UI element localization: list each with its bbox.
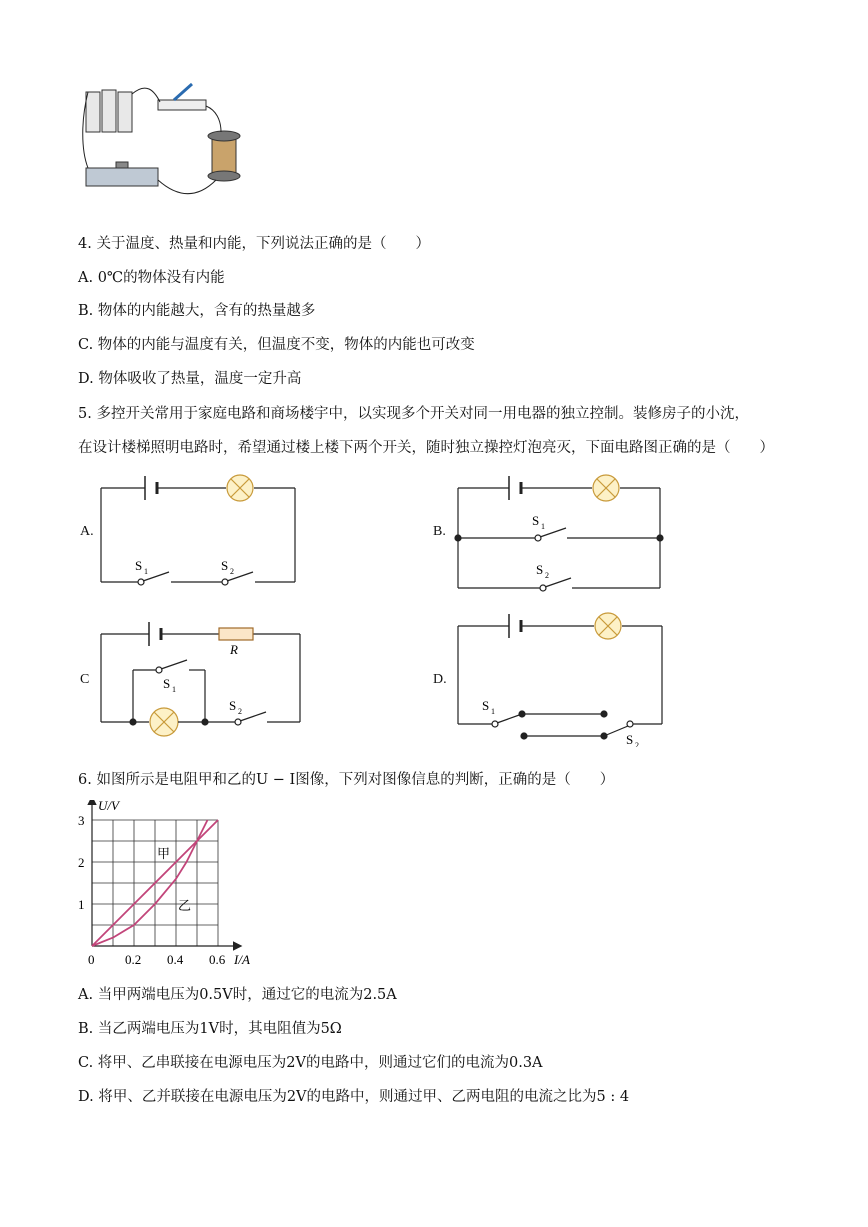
y-axis-label: U/V [98,800,119,813]
y-tick-label: 2 [78,855,85,870]
ui-chart [72,800,272,976]
x-axis-label: I/A [234,952,250,967]
q6-option-a[interactable]: A. 当甲两端电压为0.5V时，通过它的电流为2.5A [78,987,397,1003]
y-tick-label: 3 [78,813,85,828]
chart-ticks [78,813,226,967]
apparatus-figure [76,80,256,210]
resistor-label: R [230,642,238,657]
switch-s1-label: S [163,676,171,691]
switch-s2-sub: 2 [635,741,639,747]
coil-body [212,136,236,176]
wire [206,106,221,132]
wire [158,180,216,194]
battery-cell [118,92,132,132]
switch-s2-label: S [626,732,634,747]
q6-option-d[interactable]: D. 将甲、乙并联接在电源电压为2V的电路中，则通过甲、乙两电阻的电流之比为5 : 4 [78,1089,630,1105]
x-tick-label: 0.2 [125,952,142,967]
circuit-c-label[interactable]: C [80,672,90,687]
switch-s1-label: S [482,698,490,713]
switch-s1-sub: 1 [144,567,148,576]
circuit-d-label[interactable]: D. [433,672,447,687]
q6-option-b[interactable]: B. 当乙两端电压为1V时，其电阻值为5Ω [78,1021,342,1037]
knife-switch-blade [174,84,192,100]
circuit-a-diagram [95,470,305,590]
switch-s2-label: S [221,558,229,573]
coil-bottom [208,171,240,181]
battery-cell [102,90,116,132]
series-yi-label: 乙 [178,898,192,913]
coil-top [208,131,240,141]
apparatus-illustration [76,80,256,210]
q5-stem-line1: 5. 多控开关常用于家庭电路和商场楼宇中，以实现多个开关对同一用电器的独立控制。装修房子的小沈， [78,406,749,422]
circuit-c-diagram [95,618,310,743]
q4-option-d[interactable]: D. 物体吸收了热量，温度一定升高 [78,371,302,387]
q5-stem-line2: 在设计楼梯照明电路时，希望通过楼上楼下两个开关，随时独立操控灯泡亮灭，下面电路图正确的是（ ） [78,440,774,456]
y-tick-label: 1 [78,897,85,912]
x-tick-label: 0.4 [167,952,184,967]
circuit-b-diagram [452,470,667,595]
switch-s1-sub: 1 [541,522,545,531]
x-tick-label: 0.6 [209,952,226,967]
q4-option-c[interactable]: C. 物体的内能与温度有关，但温度不变，物体的内能也可改变 [78,337,475,353]
switch-s1-sub: 1 [491,707,495,716]
q6-option-c[interactable]: C. 将甲、乙串联接在电源电压为2V的电路中，则通过它们的电流为0.3A [78,1055,543,1071]
switch-s2-label: S [536,562,544,577]
series-jia-label: 甲 [157,846,171,861]
circuit-d-diagram [452,612,667,747]
wire [132,88,160,102]
q6-stem: 6. 如图所示是电阻甲和乙的U − I图像，下列对图像信息的判断，正确的是（ ） [78,772,615,788]
switch-s2-sub: 2 [230,567,234,576]
switch-s2-label: S [229,698,237,713]
q4-option-a[interactable]: A. 0℃的物体没有内能 [78,270,225,286]
circuit-a-label[interactable]: A. [80,524,94,539]
switch-s2-sub: 2 [238,707,242,716]
q4-stem: 4. 关于温度、热量和内能，下列说法正确的是（ ） [78,236,430,252]
battery-cell [86,92,100,132]
switch-s1-label: S [532,513,540,528]
x-tick-label: 0 [88,952,95,967]
knife-switch-base [158,100,206,110]
rheostat-body [86,168,158,186]
q4-option-b[interactable]: B. 物体的内能越大，含有的热量越多 [78,303,316,319]
switch-s2-sub: 2 [545,571,549,580]
switch-s1-sub: 1 [172,685,176,694]
rheostat-slider [116,162,128,168]
switch-s1-label: S [135,558,143,573]
circuit-b-label[interactable]: B. [433,524,446,539]
